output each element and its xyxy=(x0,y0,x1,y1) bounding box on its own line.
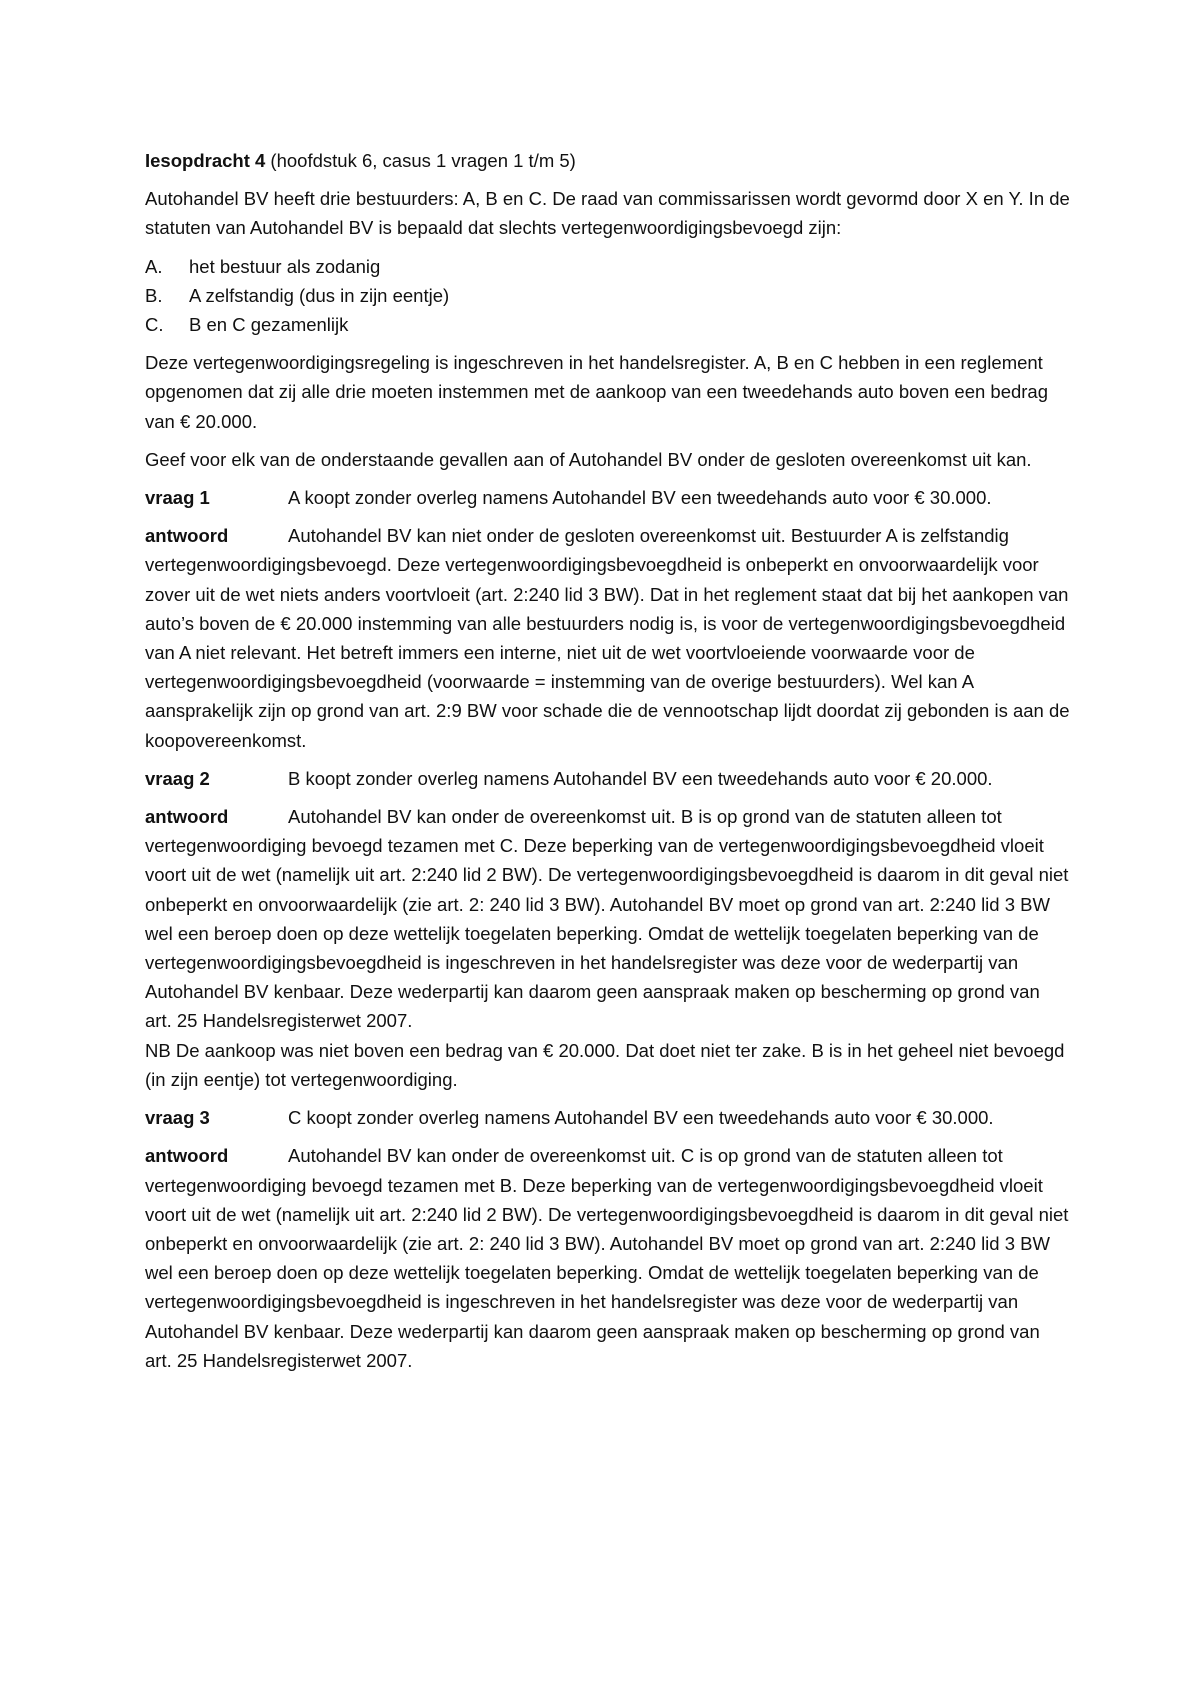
option-letter: A. xyxy=(145,255,163,277)
option-item xyxy=(145,310,1070,339)
question-2 xyxy=(145,764,1070,793)
answer-1 xyxy=(145,521,1070,755)
option-item xyxy=(145,281,1070,310)
option-letter: B. xyxy=(145,284,163,306)
instruction-paragraph: Geef voor elk van de onderstaande gevallen aan of Autohandel BV onder de gesloten overeenkomst uit kan. xyxy=(145,448,1032,470)
question-label: vraag 3 xyxy=(145,1107,210,1129)
answer-3 xyxy=(145,1141,1070,1375)
option-text: het bestuur als zodanig xyxy=(189,255,381,277)
question-1 xyxy=(145,483,1070,512)
question-label: vraag 1 xyxy=(145,487,210,509)
answer-label: antwoord xyxy=(145,1145,229,1167)
answer-label: antwoord xyxy=(145,806,229,828)
option-text: A zelfstandig (dus in zijn eentje) xyxy=(189,284,450,306)
option-text: B en C gezamenlijk xyxy=(189,314,349,336)
question-text: C koopt zonder overleg namens Autohandel BV een tweedehands auto voor € 30.000. xyxy=(288,1107,994,1129)
assignment-title-bold: Iesopdracht 4 xyxy=(145,150,266,171)
answer-text: Autohandel BV kan onder de overeenkomst uit. C is op grond van de statuten alleen tot vertegenwoordiging bevoegd tezamen met B. Deze beperking van de vertegenwoordigingsbevoegdheid vloeit voort uit de wet (namelijk uit art. 2:240 lid 2 BW). De vertegenwoordigingsbevoegdheid is daarom in dit geval niet onbeperkt en onvoorwaardelijk (zie art. 2: 240 lid 3 BW). Autohandel BV moet op grond van art. 2:240 lid 3 BW wel een beroep doen op deze wettelijk toegelaten beperking. Omdat de wettelijk toegelaten beperking van de vertegenwoordigingsbevoegdheid is ingeschreven in het handelsregister was deze voor de wederpartij van Autohandel BV kenbaar. Deze wederpartij kan daarom geen aanspraak maken op bescherming op grond van art. 25 Handelsregisterwet 2007. xyxy=(145,1145,1069,1371)
intro-paragraph: Autohandel BV heeft drie bestuurders: A, B en C. De raad van commissarissen wordt gevormd door X en Y. In de statuten van Autohandel BV is bepaald dat slechts vertegenwoordigingsbevoegd zijn: xyxy=(145,188,1070,239)
question-3 xyxy=(145,1103,1070,1132)
answer-text: Autohandel BV kan niet onder de gesloten overeenkomst uit. Bestuurder A is zelfstandig vertegenwoordigingsbevoegd. Deze vertegenwoordigingsbevoegdheid is onbeperkt en onvoorwaardelijk voor zover uit de wet niets anders voortvloeit (art. 2:240 lid 3 BW). Dat in het reglement staat dat bij het aankopen van auto’s boven de € 20.000 instemming van alle bestuurders nodig is, is voor de vertegenwoordigingsbevoegdheid van A niet relevant. Het betreft immers een interne, niet uit de wet voortvloeiende voorwaarde voor de vertegenwoordigingsbevoegdheid (voorwaarde = instemming van de overige bestuurders). Wel kan A aansprakelijk zijn op grond van art. 2:9 BW voor schade die de vennootschap lijdt doordat zij gebonden is aan de koopovereenkomst. xyxy=(145,525,1070,751)
regulation-paragraph: Deze vertegenwoordigingsregeling is ingeschreven in het handelsregister. A, B en C hebben in een reglement opgenomen dat zij alle drie moeten instemmen met de aankoop van een tweedehands auto boven een bedrag van € 20.000. xyxy=(145,352,1049,432)
answer-2 xyxy=(145,802,1070,1036)
question-text: A koopt zonder overleg namens Autohandel BV een tweedehands auto voor € 30.000. xyxy=(288,487,992,509)
option-list xyxy=(145,252,1070,340)
question-text: B koopt zonder overleg namens Autohandel BV een tweedehands auto voor € 20.000. xyxy=(288,767,993,789)
assignment-title-rest: (hoofdstuk 6, casus 1 vragen 1 t/m 5) xyxy=(265,150,576,171)
answer-label: antwoord xyxy=(145,525,229,547)
option-letter: C. xyxy=(145,314,164,336)
answer-text: Autohandel BV kan onder de overeenkomst uit. B is op grond van de statuten alleen tot vertegenwoordiging bevoegd tezamen met C. Deze beperking van de vertegenwoordigingsbevoegdheid vloeit voort uit de wet (namelijk uit art. 2:240 lid 2 BW). De vertegenwoordigingsbevoegdheid is daarom in dit geval niet onbeperkt en onvoorwaardelijk (zie art. 2: 240 lid 3 BW). Autohandel BV moet op grond van art. 2:240 lid 3 BW wel een beroep doen op deze wettelijk toegelaten beperking. Omdat de wettelijk toegelaten beperking van de vertegenwoordigingsbevoegdheid is ingeschreven in het handelsregister was deze voor de wederpartij van Autohandel BV kenbaar. Deze wederpartij kan daarom geen aanspraak maken op bescherming op grond van art. 25 Handelsregisterwet 2007. xyxy=(145,806,1069,1032)
question-label: vraag 2 xyxy=(145,767,210,789)
assignment-title xyxy=(145,146,1070,175)
option-item xyxy=(145,252,1070,281)
answer-2-note: NB De aankoop was niet boven een bedrag van € 20.000. Dat doet niet ter zake. B is in het geheel niet bevoegd (in zijn eentje) tot vertegenwoordiging. xyxy=(145,1039,1065,1090)
